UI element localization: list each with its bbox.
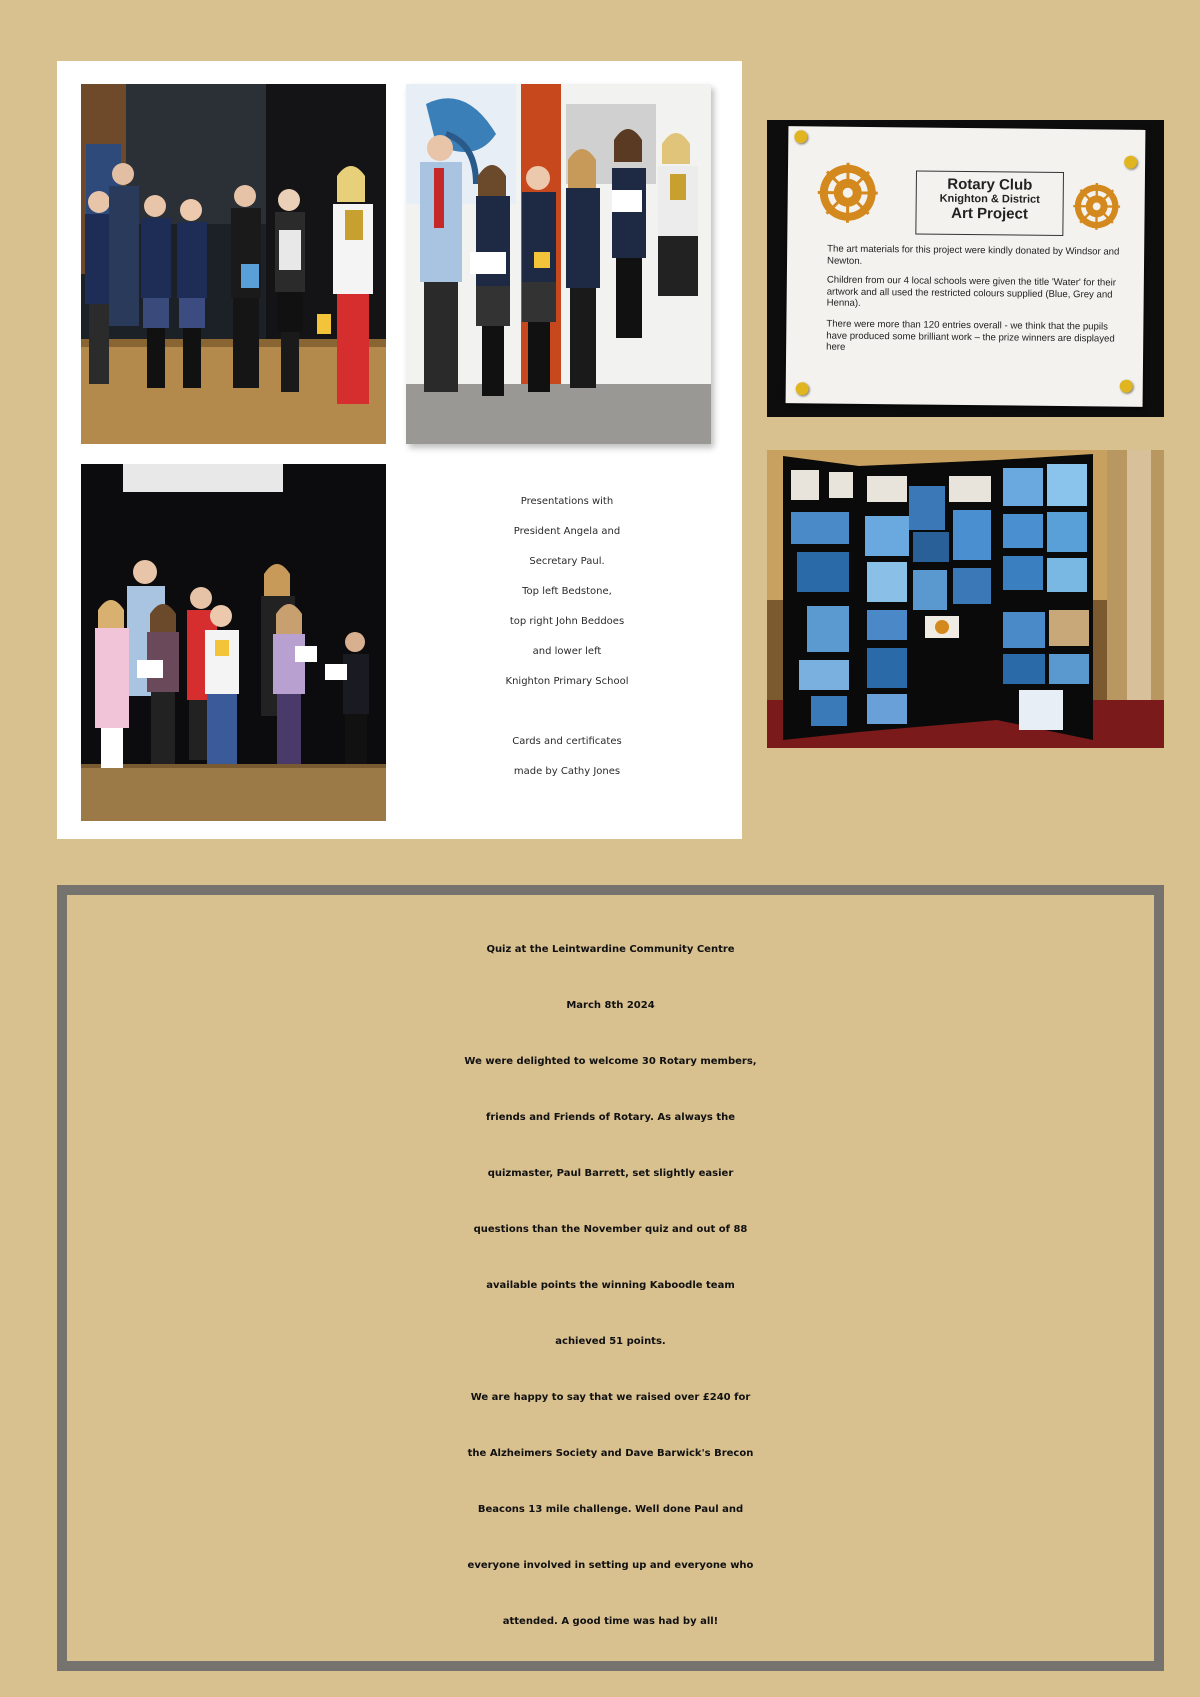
bedstone-presentation-photo bbox=[81, 84, 386, 444]
pin-icon bbox=[794, 130, 807, 143]
knighton-primary-presentation-photo bbox=[81, 464, 386, 821]
art-project-poster bbox=[786, 126, 1146, 407]
presentations-caption bbox=[397, 487, 737, 787]
pin-icon bbox=[796, 382, 809, 395]
quiz-body-line: We are happy to say that we raised over £240 for bbox=[470, 1392, 751, 1403]
quiz-title: Quiz at the Leintwardine Community Centre bbox=[486, 944, 735, 955]
poster-paragraph: The art materials for this project were kindly donated by Windsor and Newton. bbox=[826, 243, 1120, 267]
caption-line: top right John Beddoes bbox=[509, 616, 625, 627]
poster-project: Art Project bbox=[951, 204, 1028, 223]
caption-line: and lower left bbox=[532, 646, 602, 657]
artwork-display-photo bbox=[767, 450, 1164, 748]
quiz-announcement-box bbox=[57, 885, 1164, 1671]
rotary-wheel-icon bbox=[1071, 181, 1122, 232]
caption-line: Secretary Paul. bbox=[529, 556, 605, 567]
quiz-date: March 8th 2024 bbox=[566, 1000, 655, 1011]
quiz-body-line: available points the winning Kaboodle team bbox=[486, 1280, 735, 1291]
quiz-body-line: quizmaster, Paul Barrett, set slightly easier bbox=[487, 1168, 734, 1179]
quiz-body-line: attended. A good time was had by all! bbox=[502, 1616, 719, 1627]
poster-title-box bbox=[915, 170, 1064, 236]
quiz-announcement-text bbox=[67, 922, 1154, 1650]
quiz-body-line: everyone involved in setting up and everyone who bbox=[467, 1560, 754, 1571]
caption-line: Presentations with bbox=[520, 496, 614, 507]
caption-line: Knighton Primary School bbox=[505, 676, 629, 687]
rotary-wheel-icon bbox=[815, 160, 880, 225]
quiz-body-line: questions than the November quiz and out of 88 bbox=[473, 1224, 748, 1235]
quiz-body-line: friends and Friends of Rotary. As always the bbox=[485, 1112, 736, 1123]
credit-line: Cards and certificates bbox=[512, 736, 622, 747]
john-beddoes-presentation-photo bbox=[406, 84, 711, 444]
credit-line: made by Cathy Jones bbox=[513, 766, 621, 777]
art-project-poster-photo bbox=[767, 120, 1164, 417]
photo-collage bbox=[57, 61, 742, 839]
poster-title: Rotary Club bbox=[947, 175, 1033, 194]
quiz-body-line: the Alzheimers Society and Dave Barwick's Brecon bbox=[467, 1448, 754, 1459]
poster-paragraph: Children from our 4 local schools were given the title 'Water' for their artwork and all used the restricted colours supplied (Blue, Grey and Henna). bbox=[826, 274, 1117, 309]
poster-subtitle: Knighton & District bbox=[939, 192, 1040, 206]
quiz-body-line: We were delighted to welcome 30 Rotary members, bbox=[464, 1056, 757, 1067]
poster-paragraph: There were more than 120 entries overall - we think that the pupils have produced some brilliant work – the prize winners are displayed here bbox=[826, 318, 1115, 353]
quiz-body-line: achieved 51 points. bbox=[555, 1336, 666, 1347]
pin-icon bbox=[1124, 156, 1137, 169]
quiz-body-line: Beacons 13 mile challenge. Well done Paul and bbox=[477, 1504, 744, 1515]
caption-line: President Angela and bbox=[513, 526, 621, 537]
caption-line: Top left Bedstone, bbox=[522, 586, 612, 597]
pin-icon bbox=[1120, 380, 1133, 393]
